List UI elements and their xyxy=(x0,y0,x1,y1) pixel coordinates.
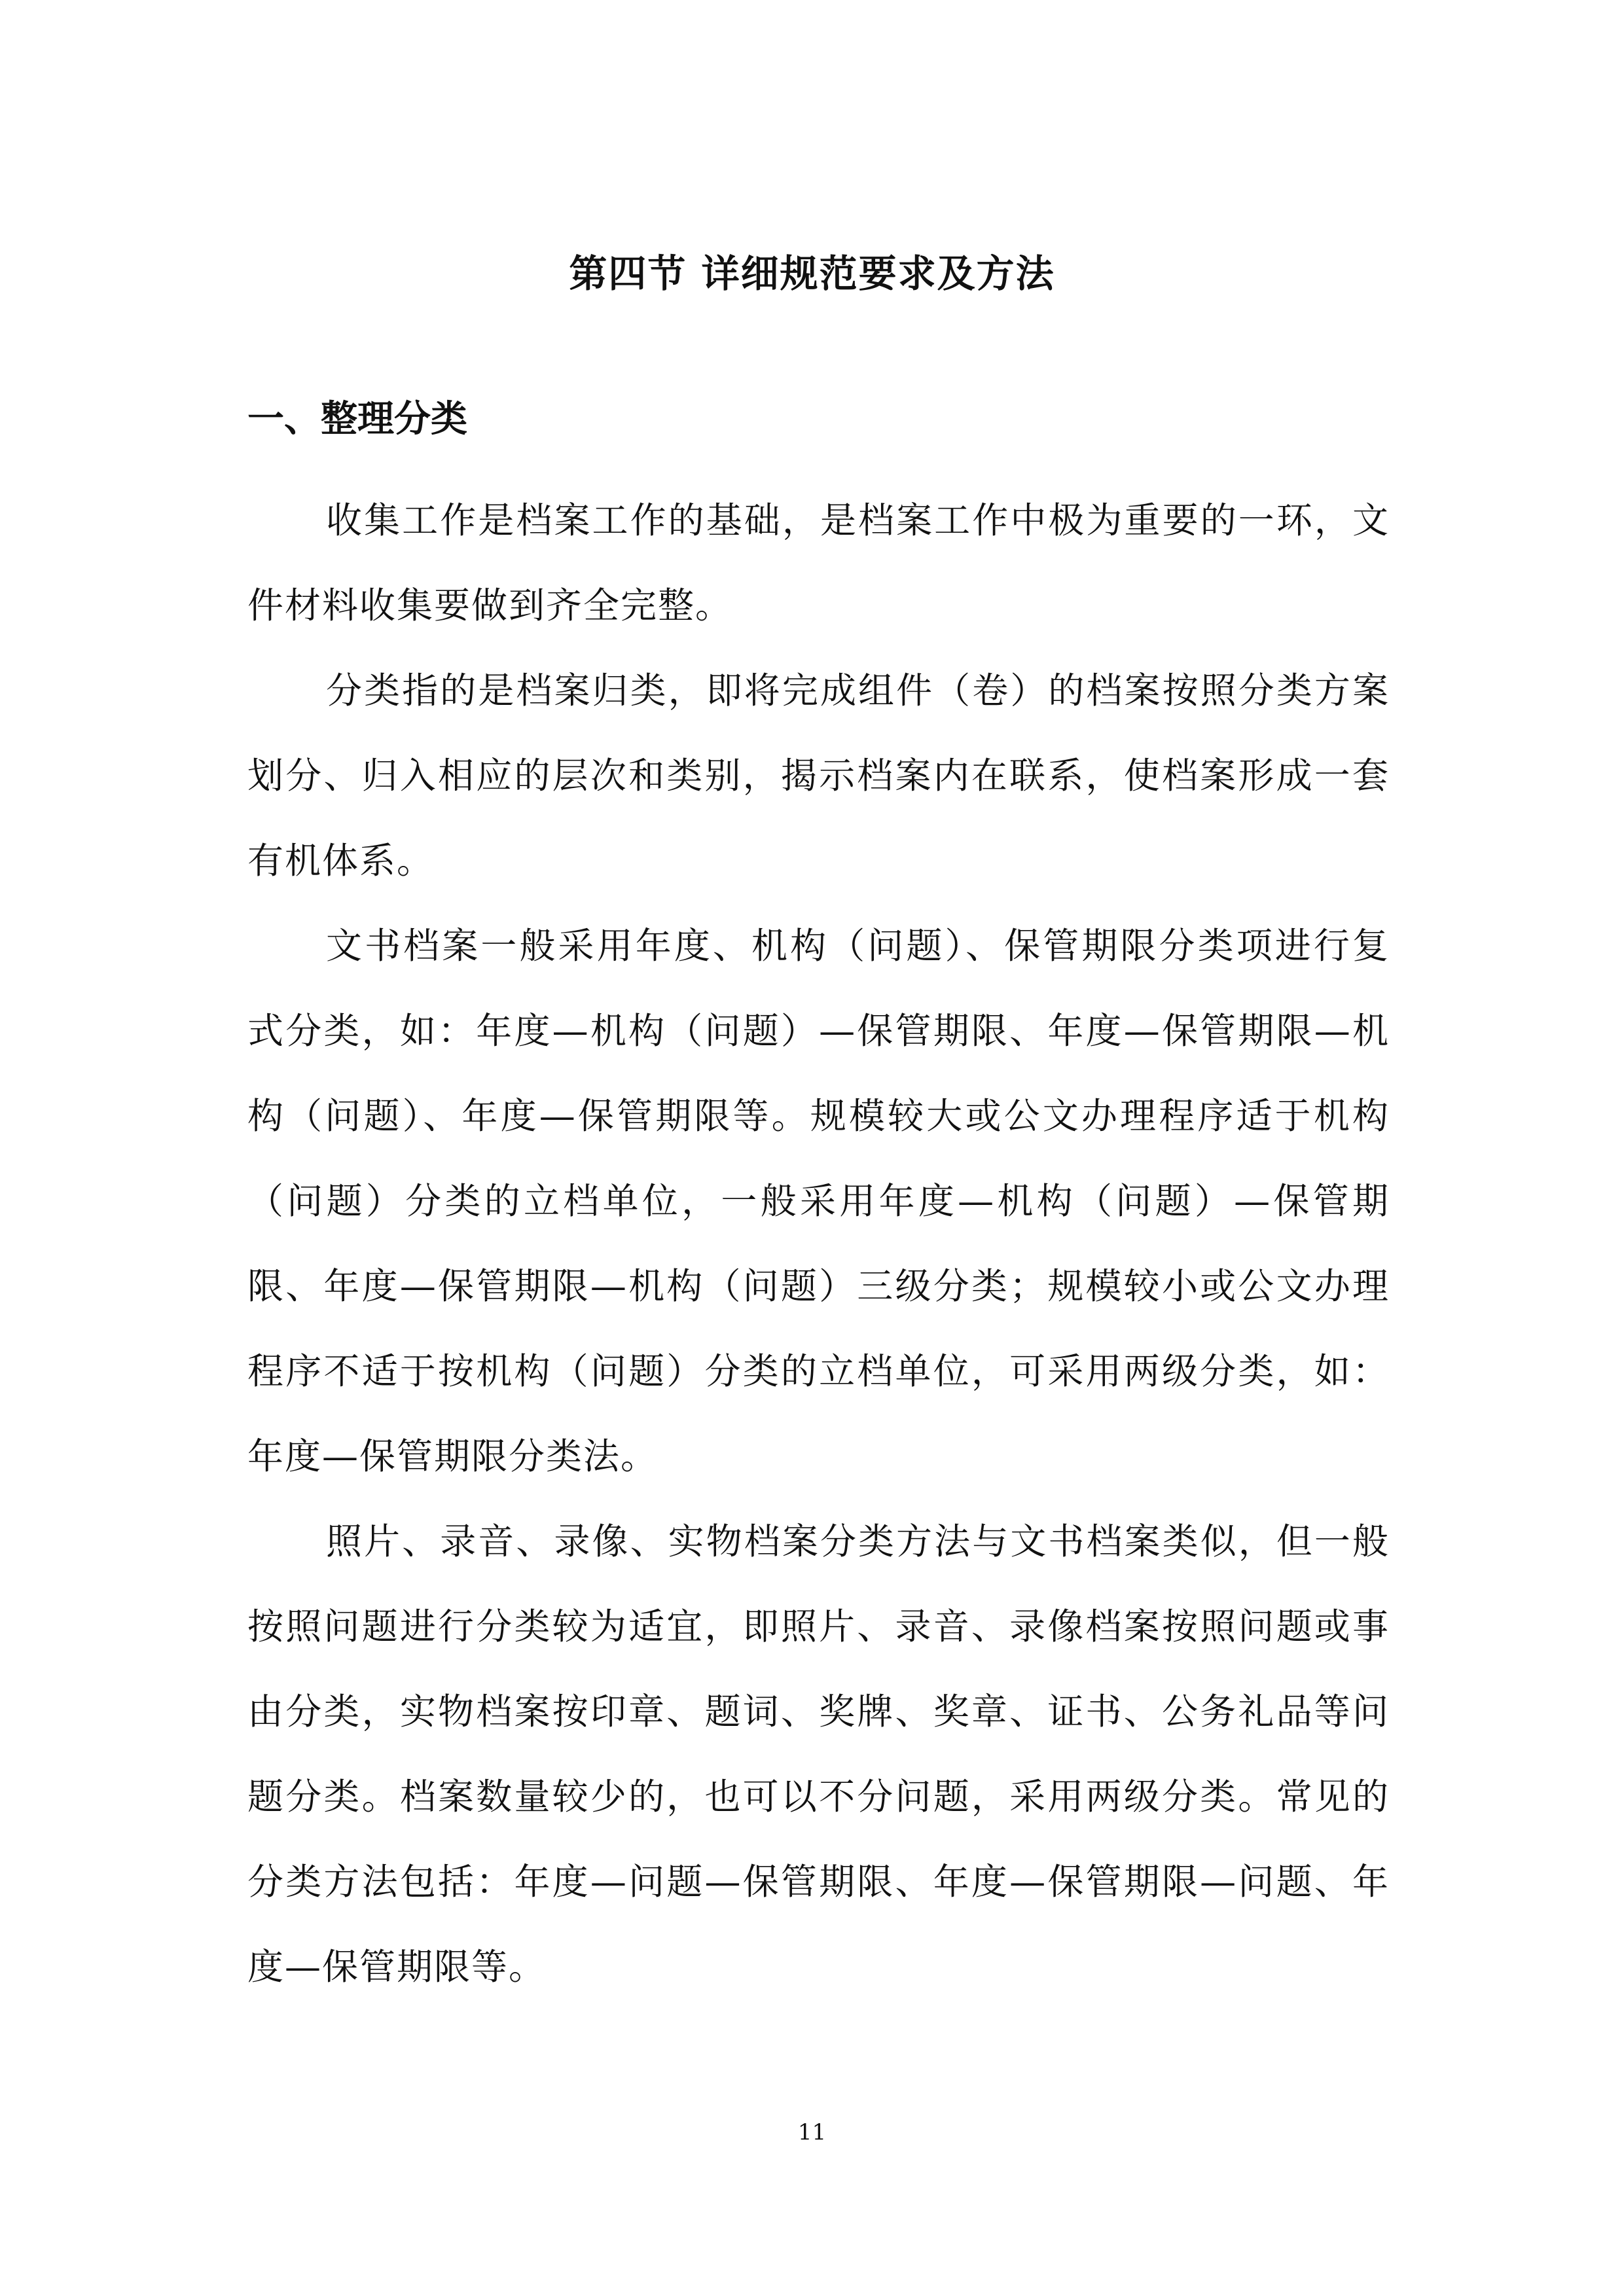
body-text xyxy=(247,478,1390,2009)
page-number: 11 xyxy=(797,2119,827,2145)
paragraph-collection: 收集工作是档案工作的基础，是档案工作中极为重要的一环，文件材料收集要做到齐全完整。 xyxy=(247,499,1390,626)
paragraph-media-archives: 照片、录音、录像、实物档案分类方法与文书档案类似，但一般按照问题进行分类较为适宜，即照片、录音、录像档案按照问题或事由分类，实物档案按印章、题词、奖牌、奖章、证书、公务礼品等问题分类。档案数量较少的，也可以不分问题，采用两级分类。常见的分类方法包括：年度—问题—保管期限、年度—保管期限—问题、年度—保管期限等。 xyxy=(247,1520,1390,1988)
paragraph-classification-definition: 分类指的是档案归类，即将完成组件（卷）的档案按照分类方案划分、归入相应的层次和类别，揭示档案内在联系，使档案形成一套有机体系。 xyxy=(247,670,1390,882)
paragraph-document-archives: 文书档案一般采用年度、机构（问题）、保管期限分类项进行复式分类，如：年度—机构（问题）—保管期限、年度—保管期限—机构（问题）、年度—保管期限等。规模较大或公文办理程序适于机构（问题）分类的立档单位，一般采用年度—机构（问题）—保管期限、年度—保管期限—机构（问题）三级分类；规模较小或公文办理程序不适于按机构（问题）分类的立档单位，可采用两级分类，如：年度—保管期限分类法。 xyxy=(247,925,1390,1477)
section-heading: 一、整理分类 xyxy=(247,397,467,440)
page-title: 第四节 详细规范要求及方法 xyxy=(569,251,1055,296)
